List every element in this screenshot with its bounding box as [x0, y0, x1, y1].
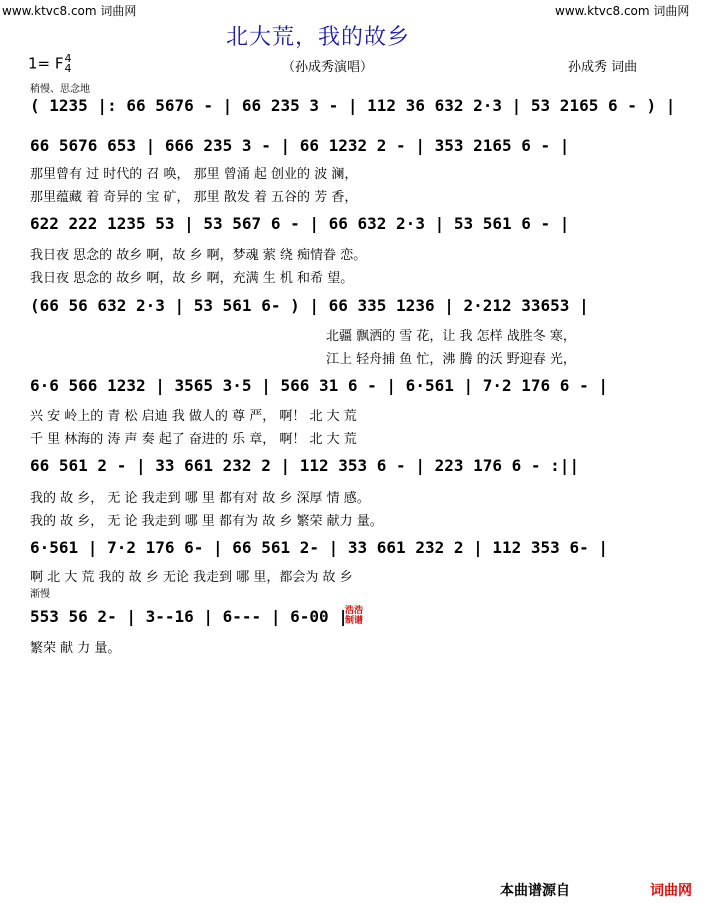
time-signature: [65, 54, 72, 74]
tempo-marking: 稍慢、思念地: [30, 84, 90, 95]
lyric-line: 我日夜 思念的 故乡 啊，故 乡 啊，梦魂 萦 绕 痴情眷 恋。: [30, 248, 367, 263]
lyric-line: 我日夜 思念的 故乡 啊，故 乡 啊，充满 生 机 和希 望。: [30, 271, 354, 286]
lyric-line: 我的 故 乡， 无 论 我走到 哪 里 都有对 故 乡 深厚 情 感。: [30, 491, 370, 506]
lyric-line: 江上 轻舟捕 鱼 忙，沸 腾 的沃 野迎春 光，: [326, 352, 576, 367]
lyric-line: 千 里 林海的 涛 声 奏 起了 奋进的 乐 章， 啊！ 北 大 荒: [30, 432, 357, 447]
tempo-marking-end: 渐慢: [30, 589, 50, 600]
time-numerator: 4: [64, 52, 72, 65]
notation-row: ( 1235 |: 66 5676 - | 66 235 3 - | 112 36 632 2·3 | 53 2165 6 - ) |: [30, 96, 676, 115]
lyric-line: 我的 故 乡， 无 论 我走到 哪 里 都有为 故 乡 繁荣 献力 量。: [30, 514, 383, 529]
notation-row: 553 56 2- | 3--16 | 6--- | 6-00 |: [30, 607, 348, 626]
author-credit: 孙成秀 词曲: [568, 60, 638, 75]
notation-row: 66 561 2 - | 33 661 232 2 | 112 353 6 - | 223 176 6 - :||: [30, 456, 580, 475]
singer-credit: （孙成秀演唱）: [282, 60, 374, 75]
source-note: 本曲谱源自: [500, 883, 570, 899]
notation-row: 6·561 | 7·2 176 6- | 66 561 2- | 33 661 232 2 | 112 353 6- |: [30, 538, 608, 557]
lyric-line: 啊 北 大 荒 我的 故 乡 无论 我走到 哪 里，都会为 故 乡: [30, 570, 353, 585]
lyric-line: 那里曾有 过 时代的 召 唤， 那里 曾涌 起 创业的 波 澜，: [30, 167, 358, 182]
notation-row: 66 5676 653 | 666 235 3 - | 66 1232 2 - | 353 2165 6 - |: [30, 136, 570, 155]
transcriber-stamp: 浩浩制谱: [345, 606, 364, 626]
brand-logo[interactable]: 词曲网: [650, 883, 692, 899]
notation-row: 6·6 566 1232 | 3565 3·5 | 566 31 6 - | 6·561 | 7·2 176 6 - |: [30, 376, 608, 395]
time-denominator: 4: [64, 62, 72, 75]
lyric-line: 北疆 飘洒的 雪 花，让 我 怎样 战胜冬 寒，: [326, 329, 576, 344]
song-title: 北大荒，我的故乡: [226, 25, 411, 50]
notation-row: (66 56 632 2·3 | 53 561 6- ) | 66 335 1236 | 2·212 33653 |: [30, 296, 589, 315]
key-prefix: 1= F: [28, 54, 64, 73]
notation-row: 622 222 1235 53 | 53 567 6 - | 66 632 2·3 | 53 561 6 - |: [30, 214, 570, 233]
key-signature: [28, 54, 72, 74]
watermark-right: www.ktvc8.com 词曲网: [555, 4, 690, 18]
lyric-line: 繁荣 献 力 量。: [30, 641, 121, 656]
lyric-line: 那里蕴藏 着 奇异的 宝 矿， 那里 散发 着 五谷的 芳 香，: [30, 190, 358, 205]
watermark-left: www.ktvc8.com 词曲网: [2, 4, 137, 18]
lyric-line: 兴 安 岭上的 青 松 启迪 我 做人的 尊 严， 啊！ 北 大 荒: [30, 409, 357, 424]
